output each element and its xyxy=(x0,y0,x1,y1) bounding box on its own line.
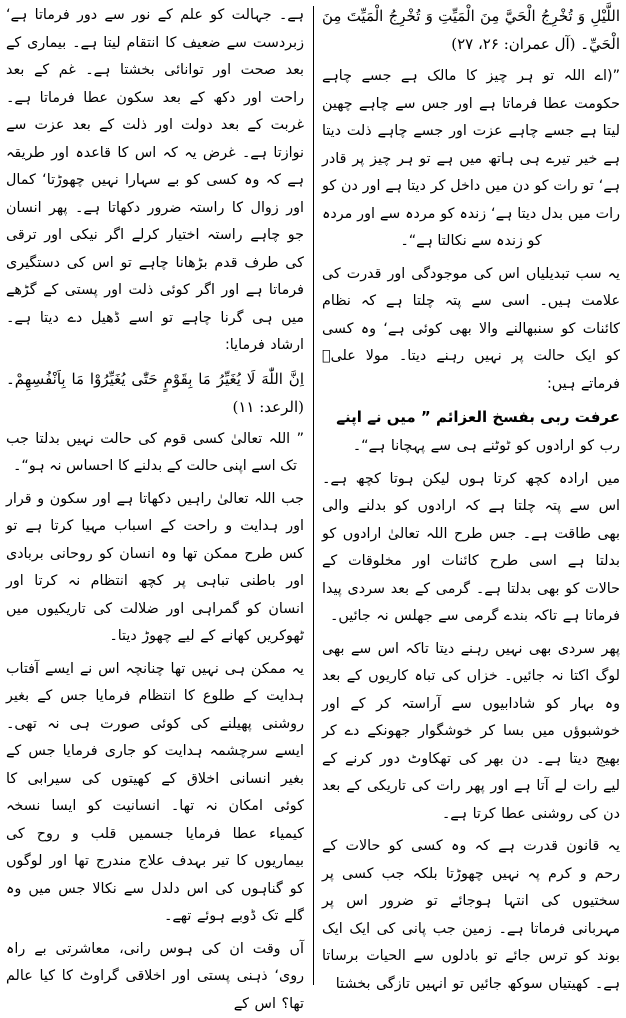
verse-translation: ”(اے اللہ تو ہر چیز کا مالک ہے جسے چاہے حکومت عطا فرماتا ہے اور جس سے چاہے چھین لیتا ہے جسے چاہے عزت اور جسے چاہے ذلت دیتا ہے خیر تیرے ہی ہاتھ میں ہے تو ہر چیز پر قادر ہے‘ تو رات کو دن میں داخل کر دیتا ہے اور دن کو رات میں بدل دیتا ہے‘ زندہ کو مردہ سے اور مردہ کو زندہ سے نکالتا ہے“۔ xyxy=(322,63,620,256)
paragraph: یہ قانون قدرت ہے کہ وہ کسی کو حالات کے رحم و کرم پہ نہیں چھوڑتا بلکہ جب کسی پر سختیوں کی انتہا ہوجائے تو ضرور اس پر مہربانی فرماتا ہے۔ زمین جب پانی کی ایک ایک بوند کو ترس جائے تو بادلوں سے الحیات برساتا ہے۔ کھیتیاں سوکھ جائیں تو انہیں تازگی بخشتا xyxy=(322,833,620,998)
paragraph: یہ ممکن ہی نہیں تھا چنانچہ اس نے ایسے آفتاب ہدایت کے طلوع کا انتظام فرمایا جس کے بغیر روشنی پھیلنے کی کوئی صورت ہی نہ تھی۔ ایسے سرچشمہ ہدایت کو جاری فرمایا جس کے بغیر انسانی اخلاق کے کھیتوں کی سیرابی کا کوئی امکان نہ تھا۔ انسانیت کو ایسا نسخہ کیمیاء عطا فرمایا جسمیں قلب و روح کی بیماریوں کا تیر بہدف علاج مندرج تھا اور لوگوں کو گناہوں کی اس دلدل سے نکالا جس میں وہ گلے تک ڈوبے ہوئے تھے۔ xyxy=(6,656,304,931)
paragraph: میں ارادہ کچھ کرتا ہوں لیکن ہوتا کچھ ہے۔ اس سے پتہ چلتا ہے کہ ارادوں کو بدلنے والی بھی طاقت ہے۔ جس طرح اللہ تعالیٰ ارادوں کو بدلتا ہے اسی طرح کائنات اور مخلوقات کے حالات کو بھی بدلتا ہے۔ گرمی کے بعد سردی پیدا فرماتا ہے تاکہ بندے گرمی سے جھلس نہ جائیں۔ xyxy=(322,466,620,631)
paragraph: آں وقت ان کی ہوس رانی، معاشرتی بے راہ روی‘ ذہنی پستی اور اخلاقی گراوٹ کا کیا عالم تھا؟ اس کے xyxy=(6,936,304,1018)
paragraph: یہ سب تبدیلیاں اس کی موجودگی اور قدرت کی علامت ہیں۔ اسی سے پتہ چلتا ہے کہ نظام کائنات کو سنبھالنے والا بھی کوئی ہے‘ وہ کسی کو ایک حالت پر نہیں رہنے دیتا۔ مولا علیؑ فرماتے ہیں: xyxy=(322,261,620,399)
column-divider xyxy=(313,6,314,985)
paragraph: رب کو ارادوں کو ٹوٹنے ہی سے پہچانا ہے“۔ xyxy=(322,433,620,461)
quran-verse: اللَّيْلِ وَ تُخْرِجُ الْحَيَّ مِنَ الْمَيِّتِ وَ تُخْرِجُ الْمَيِّتَ مِنَ الْحَيِّ۔ (آل عمران: ۲۶، ۲۷) xyxy=(322,2,620,58)
left-column xyxy=(6,2,304,991)
verse-translation: ” اللہ تعالیٰ کسی قوم کی حالت نہیں بدلتا جب تک اسے اپنی حالت کے بدلنے کا احساس نہ ہو“۔ xyxy=(6,426,304,481)
quran-verse: اِنَّ اللّٰهَ لَا يُغَيِّرُ مَا بِقَوْمٍ حَتّٰى يُغَيِّرُوْا مَا بِاَنْفُسِهِمْ۔ (الرعد: ۱۱) xyxy=(6,365,304,421)
right-column xyxy=(322,2,620,991)
paragraph: ہے۔ جہالت کو علم کے نور سے دور فرماتا ہے‘ زبردست سے ضعیف کا انتقام لیتا ہے۔ بیماری کے بعد صحت اور توانائی بخشتا ہے۔ غم کے بعد راحت اور دکھ کے بعد سکون عطا فرماتا ہے۔ غربت کے بعد دولت اور ذلت کے بعد عزت سے نوازتا ہے۔ غرض یہ کہ اس کا قاعدہ اور طریقہ ہے کہ وہ کسی کو بے سہارا نہیں چھوڑتا‘ کمال اور زوال کا راستہ ضرور دکھاتا ہے۔ پھر انسان جو چاہے راستہ اختیار کرلے اگر نیکی اور ترقی کی طرف قدم بڑھانا چاہے تو اس کی دستگیری فرماتا ہے اور اگر کوئی ذلت اور پستی کے گڑھے میں ہی گرنا چاہے تو اسے ڈھیل دے دیتا ہے۔ ارشاد فرمایا: xyxy=(6,2,304,360)
saying-heading: عرفت ربی بفسخ العزائم ” میں نے اپنے xyxy=(322,403,620,431)
paragraph: پھر سردی بھی نہیں رہنے دیتا تاکہ اس سے بھی لوگ اکتا نہ جائیں۔ خزاں کی تباہ کاریوں کے بعد وہ بہار کو شادابیوں سے آراستہ کر کے اور خوشبوؤں میں بسا کر خوشگوار جھونکے دے کر بھیج دیتا ہے۔ دن بھر کی تھکاوٹ دور کرنے کے لیے رات لے آتا ہے اور پھر رات کی تاریکی کے بعد دن کی روشنی عطا کرتا ہے۔ xyxy=(322,636,620,829)
paragraph: جب اللہ تعالیٰ راہیں دکھاتا ہے اور سکون و قرار اور ہدایت و راحت کے اسباب مہیا کرتا ہے تو کس طرح ممکن تھا وہ انسان کو روحانی بربادی اور باطنی تباہی پر کچھ انتظام نہ کرتا اور انسان کو گمراہی اور ضلالت کی تاریکیوں میں ٹھوکریں کھانے کے لیے چھوڑ دیتا۔ xyxy=(6,486,304,651)
